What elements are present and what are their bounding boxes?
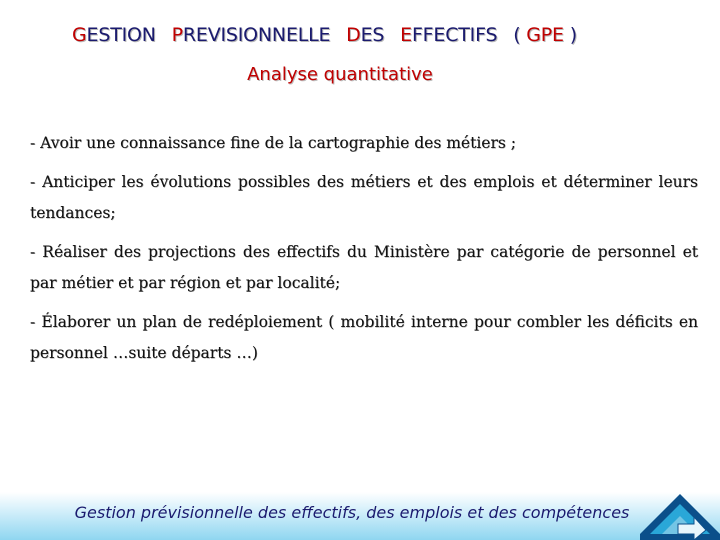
footer-text: Gestion prévisionnelle des effectifs, des emplois et des compétences xyxy=(74,503,630,522)
title-acronym: GPE xyxy=(526,24,564,46)
title-paren-open: ( xyxy=(513,24,521,46)
title-word: DES xyxy=(346,24,385,46)
title-word: GESTION xyxy=(72,24,156,46)
bullet-item: - Réaliser des projections des effectifs du Ministère par catégorie de personnel et par métier et par région et par localité; xyxy=(30,243,698,292)
title-word: PREVISIONNELLE xyxy=(171,24,331,46)
bullet-item: - Avoir une connaissance fine de la cartographie des métiers ; xyxy=(30,134,516,152)
bullet-item: - Élaborer un plan de redéploiement ( mobilité interne pour combler les déficits en personnel …suite départs …) xyxy=(30,313,698,362)
slide-subtitle: Analyse quantitative xyxy=(247,64,433,85)
title-word: EFFECTIFS xyxy=(400,24,498,46)
bullet-item: - Anticiper les évolutions possibles des métiers et des emplois et déterminer leurs tendances; xyxy=(30,173,698,222)
title-paren-close: ) xyxy=(569,24,577,46)
slide-title xyxy=(72,20,632,50)
corner-arrow-logo-icon xyxy=(640,490,720,540)
bullet-list xyxy=(30,128,698,377)
